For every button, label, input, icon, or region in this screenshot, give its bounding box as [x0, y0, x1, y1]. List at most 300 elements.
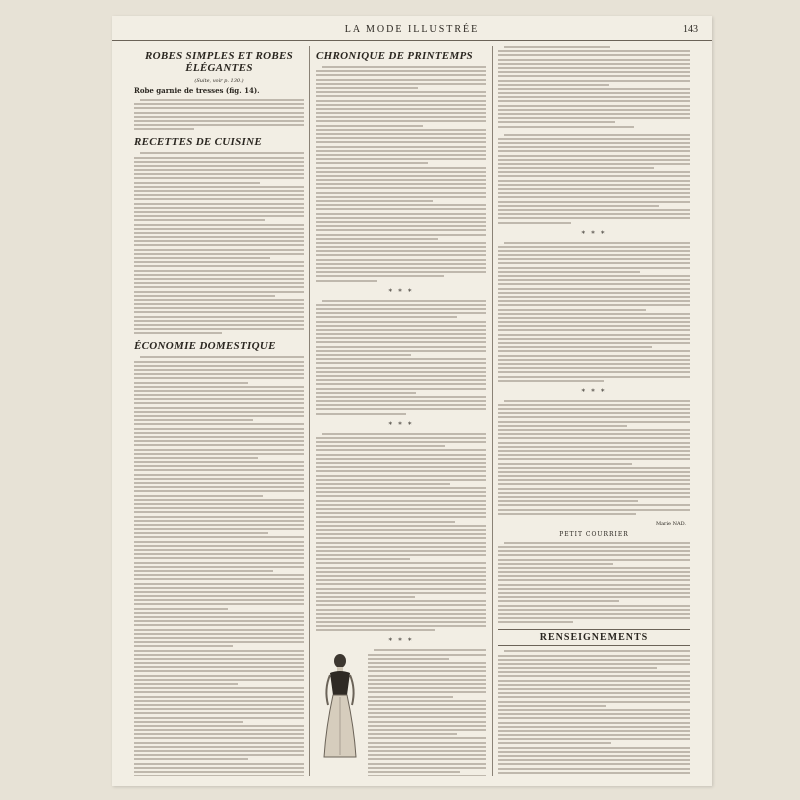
text-line — [316, 263, 486, 265]
text-line — [316, 304, 486, 306]
section-heading-chronique: CHRONIQUE DE PRINTEMPS — [316, 50, 473, 62]
text-line — [134, 423, 304, 425]
text-line — [316, 104, 486, 106]
text-line — [134, 411, 304, 413]
text-line — [498, 655, 690, 657]
text-line — [316, 154, 486, 156]
text-line — [134, 662, 304, 664]
text-line — [498, 117, 690, 119]
text-line — [498, 75, 690, 77]
column-rule — [492, 46, 493, 776]
text-line — [134, 386, 304, 388]
text-line — [134, 365, 304, 367]
text-line — [498, 701, 690, 703]
text-line — [498, 192, 690, 194]
text-line — [498, 329, 690, 331]
paragraph-block — [498, 400, 690, 515]
text-line — [498, 571, 690, 573]
text-line — [316, 183, 486, 185]
text-line — [316, 221, 486, 223]
text-line — [134, 286, 304, 288]
text-line — [498, 275, 690, 277]
text-line — [316, 213, 486, 215]
text-line — [368, 716, 486, 718]
magazine-title: LA MODE ILLUSTRÉE — [344, 24, 480, 35]
text-line — [316, 550, 486, 552]
text-line — [368, 767, 486, 769]
text-line — [134, 595, 304, 597]
text-line — [134, 112, 304, 114]
text-line — [316, 625, 486, 627]
text-line — [316, 171, 486, 173]
text-line — [316, 546, 486, 548]
text-line — [316, 508, 486, 510]
text-line — [498, 92, 690, 94]
text-line — [134, 654, 304, 656]
text-line — [504, 242, 690, 244]
text-line — [498, 213, 690, 215]
text-line — [316, 238, 438, 240]
text-line — [498, 184, 690, 186]
text-line — [498, 175, 690, 177]
text-line — [316, 617, 486, 619]
text-line — [316, 167, 486, 169]
text-line — [498, 425, 627, 427]
text-line — [498, 751, 690, 753]
text-line — [134, 219, 265, 221]
text-line — [498, 355, 690, 357]
text-line — [498, 304, 690, 306]
text-line — [498, 492, 690, 494]
text-line — [498, 142, 690, 144]
text-line — [134, 536, 304, 538]
text-line — [134, 737, 304, 739]
text-line — [498, 359, 690, 361]
text-line — [134, 708, 304, 710]
text-line — [316, 175, 486, 177]
middle-column — [316, 46, 486, 776]
text-line — [316, 592, 486, 594]
text-line — [498, 513, 636, 515]
text-line — [134, 733, 304, 735]
text-line — [316, 579, 486, 581]
paragraph-block — [368, 649, 486, 776]
text-line — [498, 575, 690, 577]
text-line — [134, 771, 304, 773]
text-line — [498, 159, 690, 161]
text-line — [134, 729, 304, 731]
text-line — [134, 369, 304, 371]
text-line — [498, 463, 632, 465]
text-line — [504, 542, 690, 544]
text-line — [498, 188, 690, 190]
text-line — [134, 398, 304, 400]
text-line — [134, 274, 304, 276]
text-line — [316, 525, 486, 527]
text-line — [134, 228, 304, 230]
text-line — [498, 309, 646, 311]
text-line — [134, 599, 304, 601]
text-line — [134, 503, 304, 505]
text-line — [498, 467, 690, 469]
text-line — [498, 550, 690, 552]
asterism-icon: * * * — [388, 420, 414, 429]
text-line — [316, 571, 486, 573]
text-line — [316, 367, 486, 369]
text-line — [316, 516, 486, 518]
text-line — [134, 361, 304, 363]
asterism-icon: * * * — [581, 229, 607, 238]
text-line — [316, 441, 486, 443]
text-line — [134, 203, 304, 205]
text-line — [316, 521, 455, 523]
text-line — [498, 475, 690, 477]
text-line — [134, 169, 304, 171]
text-line — [498, 713, 690, 715]
text-line — [498, 663, 690, 665]
text-line — [498, 500, 638, 502]
page-number: 143 — [683, 24, 698, 35]
text-line — [134, 524, 304, 526]
text-line — [316, 408, 486, 410]
text-line — [498, 334, 690, 336]
text-line — [134, 641, 304, 643]
text-line — [316, 491, 486, 493]
text-line — [498, 96, 690, 98]
text-line — [134, 465, 304, 467]
text-line — [498, 680, 690, 682]
text-line — [316, 383, 486, 385]
text-line — [498, 772, 690, 774]
text-line — [368, 758, 486, 760]
text-line — [134, 670, 304, 672]
text-line — [134, 637, 304, 639]
text-line — [140, 356, 304, 358]
text-line — [316, 200, 433, 202]
text-line — [134, 675, 304, 677]
text-line — [134, 578, 304, 580]
text-line — [316, 500, 486, 502]
text-line — [316, 129, 486, 131]
text-line — [134, 444, 304, 446]
text-line — [134, 650, 304, 652]
text-line — [134, 633, 304, 635]
text-line — [316, 470, 486, 472]
text-line — [134, 624, 304, 626]
text-line — [316, 242, 486, 244]
text-line — [134, 474, 304, 476]
text-line — [498, 313, 690, 315]
text-line — [498, 138, 690, 140]
text-line — [316, 350, 486, 352]
text-line — [498, 155, 690, 157]
text-line — [368, 708, 486, 710]
text-line — [498, 342, 690, 344]
text-line — [498, 554, 690, 556]
text-line — [134, 679, 304, 681]
text-line — [498, 742, 611, 744]
text-line — [316, 108, 486, 110]
text-line — [368, 700, 486, 702]
text-line — [498, 613, 690, 615]
text-line — [498, 504, 690, 506]
text-line — [316, 341, 486, 343]
text-line — [498, 717, 690, 719]
text-line — [134, 461, 304, 463]
text-line — [134, 482, 304, 484]
text-line — [134, 328, 304, 330]
text-line — [498, 88, 690, 90]
text-line — [498, 163, 690, 165]
text-line — [498, 271, 640, 273]
text-line — [498, 488, 690, 490]
text-line — [498, 458, 690, 460]
text-line — [316, 621, 486, 623]
text-line — [134, 261, 304, 263]
text-line — [498, 71, 690, 73]
text-line — [498, 201, 690, 203]
text-line — [316, 388, 486, 390]
text-line — [498, 376, 690, 378]
text-line — [498, 321, 690, 323]
text-line — [498, 433, 690, 435]
text-line — [498, 509, 690, 511]
text-line — [498, 408, 690, 410]
text-line — [134, 244, 304, 246]
text-line — [316, 112, 486, 114]
text-line — [134, 570, 273, 572]
text-line — [316, 483, 450, 485]
text-line — [498, 696, 690, 698]
text-line — [316, 150, 486, 152]
text-line — [316, 362, 486, 364]
text-line — [498, 283, 690, 285]
text-line — [316, 158, 486, 160]
text-line — [368, 754, 486, 756]
text-line — [498, 483, 690, 485]
text-line — [316, 512, 486, 514]
paragraph-block — [316, 433, 486, 632]
text-line — [316, 208, 486, 210]
text-line — [498, 126, 634, 128]
section-heading-recettes: RECETTES DE CUISINE — [134, 136, 262, 149]
text-line — [316, 229, 486, 231]
text-line — [316, 192, 486, 194]
text-line — [134, 407, 304, 409]
text-line — [316, 137, 486, 139]
text-line — [134, 173, 304, 175]
text-line — [134, 278, 304, 280]
text-line — [498, 404, 690, 406]
text-line — [368, 733, 457, 735]
text-line — [368, 737, 486, 739]
text-line — [498, 346, 652, 348]
text-line — [134, 763, 304, 765]
text-line — [368, 725, 486, 727]
text-line — [368, 750, 486, 752]
text-line — [368, 721, 486, 723]
text-line — [134, 311, 304, 313]
text-line — [498, 734, 690, 736]
text-line — [134, 495, 263, 497]
text-line — [134, 754, 304, 756]
text-line — [498, 267, 690, 269]
text-line — [134, 775, 304, 776]
text-line — [134, 616, 304, 618]
text-line — [498, 262, 690, 264]
text-line — [498, 63, 690, 65]
text-line — [134, 532, 268, 534]
text-line — [498, 759, 690, 761]
author-signature: Marie NAD. — [655, 520, 686, 527]
text-line — [498, 412, 690, 414]
text-line — [316, 562, 486, 564]
text-line — [316, 70, 486, 72]
text-line — [134, 299, 304, 301]
text-line — [498, 288, 690, 290]
text-line — [134, 700, 304, 702]
text-line — [134, 265, 304, 267]
text-line — [368, 763, 486, 765]
text-line — [134, 499, 304, 501]
text-line — [316, 596, 415, 598]
text-line — [498, 496, 690, 498]
text-line — [498, 738, 690, 740]
text-line — [134, 645, 233, 647]
text-line — [498, 254, 690, 256]
text-line — [134, 332, 222, 334]
text-line — [368, 670, 486, 672]
left-column — [134, 46, 304, 776]
text-line — [498, 584, 690, 586]
text-line — [498, 479, 690, 481]
text-line — [368, 746, 486, 748]
text-line — [316, 404, 486, 406]
text-line — [368, 704, 486, 706]
text-line — [368, 662, 486, 664]
text-line — [498, 450, 690, 452]
text-line — [498, 726, 690, 728]
text-line — [498, 563, 613, 565]
text-line — [498, 250, 690, 252]
text-line — [134, 253, 304, 255]
text-line — [498, 429, 690, 431]
text-line — [134, 394, 304, 396]
text-line — [316, 554, 486, 556]
text-line — [498, 84, 609, 86]
text-line — [134, 507, 304, 509]
paragraph-block — [134, 99, 304, 130]
text-line — [498, 363, 690, 365]
petit-courrier-heading: PETIT COURRIER — [559, 530, 629, 538]
text-line — [134, 725, 304, 727]
text-line — [316, 196, 486, 198]
section-heading-economie: ÉCONOMIE DOMESTIQUE — [134, 340, 276, 353]
text-line — [316, 396, 486, 398]
text-line — [316, 588, 486, 590]
text-line — [498, 592, 690, 594]
text-line — [134, 457, 258, 459]
text-line — [316, 316, 457, 318]
text-line — [134, 215, 304, 217]
text-line — [316, 604, 486, 606]
section-subtitle: (Suite, voir p. 130.) — [194, 78, 244, 84]
text-line — [498, 559, 690, 561]
text-line — [134, 666, 304, 668]
text-line — [134, 490, 304, 492]
text-line — [498, 54, 690, 56]
text-line — [134, 198, 304, 200]
text-line — [134, 157, 304, 159]
text-line — [134, 440, 304, 442]
text-line — [316, 458, 486, 460]
text-line — [316, 375, 486, 377]
text-line — [322, 300, 486, 302]
text-line — [134, 207, 304, 209]
text-line — [134, 683, 238, 685]
text-line — [316, 609, 486, 611]
text-line — [316, 392, 416, 394]
text-line — [134, 557, 304, 559]
text-line — [316, 116, 486, 118]
text-line — [498, 659, 690, 661]
text-line — [134, 712, 304, 714]
text-line — [134, 282, 304, 284]
text-line — [504, 400, 690, 402]
text-line — [504, 46, 610, 48]
text-line — [498, 588, 690, 590]
text-line — [134, 742, 304, 744]
text-line — [498, 722, 690, 724]
text-line — [316, 100, 486, 102]
illustrated-paragraph — [316, 649, 486, 776]
text-line — [498, 380, 604, 382]
text-line — [316, 120, 486, 122]
text-line — [316, 329, 486, 331]
text-line — [316, 537, 486, 539]
text-line — [316, 495, 486, 497]
text-line — [498, 705, 606, 707]
text-line — [498, 209, 690, 211]
text-line — [316, 125, 423, 127]
text-line — [498, 416, 690, 418]
text-line — [498, 605, 690, 607]
text-line — [134, 545, 304, 547]
text-line — [134, 469, 304, 471]
text-line — [316, 567, 486, 569]
text-line — [134, 612, 304, 614]
text-line — [316, 358, 486, 360]
running-header — [112, 24, 712, 41]
text-line — [498, 437, 690, 439]
text-line — [316, 504, 486, 506]
text-line — [498, 146, 690, 148]
text-line — [368, 712, 486, 714]
text-line — [134, 177, 304, 179]
text-line — [498, 421, 690, 423]
text-line — [134, 190, 304, 192]
text-line — [134, 436, 304, 438]
text-line — [316, 462, 486, 464]
text-line — [498, 667, 657, 669]
text-line — [134, 211, 304, 213]
text-line — [316, 280, 377, 282]
text-line — [322, 66, 486, 68]
text-line — [316, 529, 486, 531]
text-line — [316, 487, 486, 489]
text-line — [498, 246, 690, 248]
text-line — [316, 141, 486, 143]
